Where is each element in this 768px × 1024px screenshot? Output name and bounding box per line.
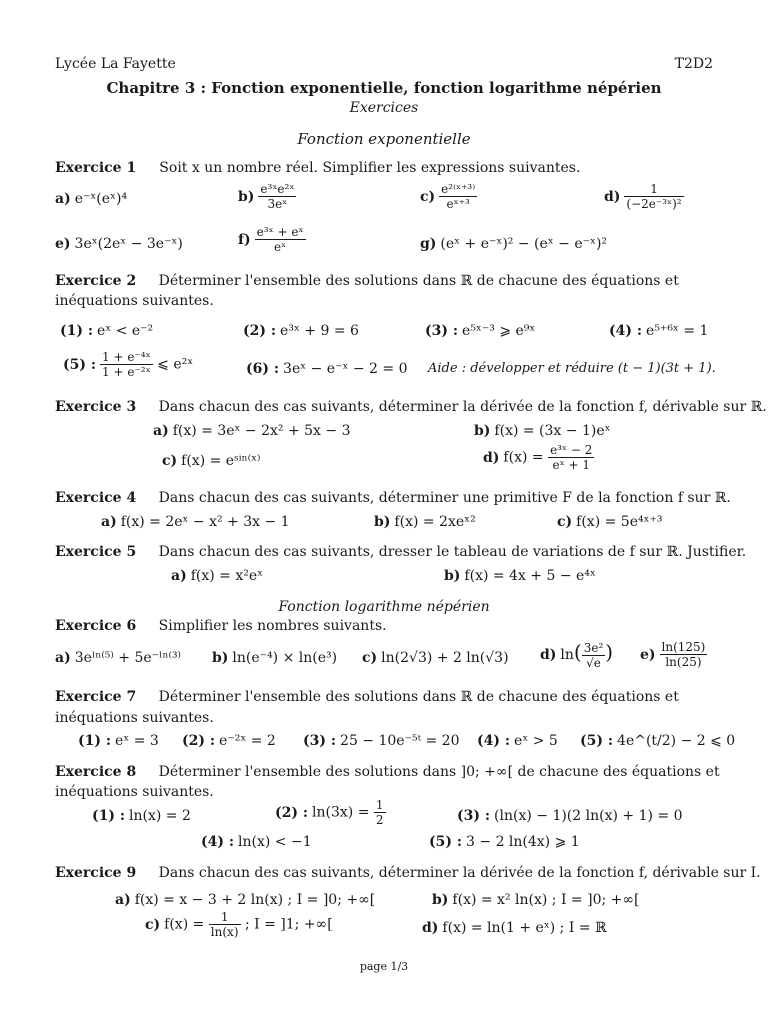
- exercise-statement: Déterminer l'ensemble des solutions dans ]0; +∞[ de chacune des équations et: [158, 764, 720, 780]
- school-name: Lycée La Fayette: [55, 56, 176, 72]
- page-subtitle: Exercices: [349, 100, 419, 116]
- ex6-item-d: d) ln( $\frac{\text{3e²}}{√e}$ ): [540, 640, 614, 670]
- ex6-item-e: e) $\frac{\ln(125)}{\ln(25)}$: [640, 640, 706, 669]
- ex8-item-2: (2) : ln(3x) = $\frac{1}{2}$: [275, 798, 384, 827]
- ex4-item-c: c) f(x) = 5e⁴ˣ⁺³: [557, 514, 663, 530]
- exercise-label: Exercice 5: [55, 544, 137, 560]
- ex1-item-c: c) $\frac{\text{e²⁽ˣ⁺³⁾}}{\text{eˣ⁺³}}$: [420, 182, 476, 211]
- section-logarithm: Fonction logarithme népérien: [278, 599, 490, 615]
- ex1-item-g: g) (eˣ + e⁻ˣ)² − (eˣ − e⁻ˣ)²: [420, 236, 608, 252]
- ex6-item-b: b) ln(e⁻⁴) × ln(e³): [212, 650, 338, 666]
- ex7-item-1: (1) : eˣ = 3: [78, 733, 159, 749]
- ex3-item-a: a) f(x) = 3eˣ − 2x² + 5x − 3: [153, 423, 351, 439]
- ex9-item-a: a) f(x) = x − 3 + 2 ln(x) ; I = ]0; +∞[: [115, 892, 376, 908]
- ex5-item-b: b) f(x) = 4x + 5 − e⁴ˣ: [444, 568, 596, 584]
- ex2-item-3: (3) : e⁵ˣ⁻³ ⩾ e⁹ˣ: [425, 323, 536, 339]
- ex1-item-f: f) $\frac{\text{e³ˣ + eˣ}}{\text{eˣ}}$: [238, 225, 304, 254]
- exercise-label: Exercice 7: [55, 689, 137, 705]
- ex1-item-b: b) $\frac{\text{e³ˣe²ˣ}}{\text{3eˣ}}$: [238, 182, 295, 211]
- ex1-item-d: d) $\frac{1}{\text{(−2e⁻³ˣ)²}}$: [604, 182, 682, 211]
- exercise-3: [55, 399, 767, 415]
- exercise-statement: Soit x un nombre réel. Simplifier les expressions suivantes.: [159, 160, 581, 176]
- ex7-item-5: (5) : 4e^(t/2) − 2 ⩽ 0: [580, 733, 736, 749]
- ex7-item-2: (2) : e⁻²ˣ = 2: [182, 733, 276, 749]
- exercise-statement: Déterminer l'ensemble des solutions dans ℝ de chacune des équations et: [158, 689, 679, 705]
- exercise-label: Exercice 9: [55, 865, 137, 881]
- exercise-8: [55, 764, 720, 780]
- exercise-label: Exercice 3: [55, 399, 137, 415]
- ex9-item-d: d) f(x) = ln(1 + eˣ) ; I = ℝ: [422, 920, 607, 936]
- ex6-item-c: c) ln(2√3) + 2 ln(√3): [362, 650, 509, 666]
- exercise-statement-cont: inéquations suivantes.: [55, 784, 214, 800]
- exercise-2: [55, 273, 715, 289]
- ex9-item-c: c) f(x) = $\frac{1}{\ln(x)}$ ; I = ]1; +∞[: [145, 910, 333, 939]
- exercise-statement: Déterminer l'ensemble des solutions dans ℝ de chacune des équations et: [158, 273, 679, 289]
- ex3-item-c: c) f(x) = eˢⁱⁿ⁽ˣ⁾: [162, 453, 261, 469]
- ex1-item-a: a) e⁻ˣ(eˣ)⁴: [55, 191, 128, 207]
- ex8-item-3: (3) : (ln(x) − 1)(2 ln(x) + 1) = 0: [457, 808, 683, 824]
- ex5-item-a: a) f(x) = x²eˣ: [171, 568, 264, 584]
- ex2-item-6: (6) : 3eˣ − e⁻ˣ − 2 = 0: [246, 361, 408, 377]
- ex6-item-a: a) 3eˡⁿ⁽⁵⁾ + 5e⁻ˡⁿ⁽³⁾: [55, 650, 181, 666]
- exercise-label: Exercice 2: [55, 273, 137, 289]
- ex8-item-4: (4) : ln(x) < −1: [201, 834, 312, 850]
- exercise-label: Exercice 1: [55, 160, 137, 176]
- exercise-statement: Dans chacun des cas suivants, déterminer la dérivée de la fonction f, dérivable sur I.: [158, 865, 761, 881]
- exercise-statement: Dans chacun des cas suivants, dresser le tableau de variations de f sur ℝ. Justifier.: [158, 544, 747, 560]
- ex8-item-1: (1) : ln(x) = 2: [92, 808, 191, 824]
- ex2-item-4: (4) : e⁵⁺⁶ˣ = 1: [609, 323, 709, 339]
- ex3-item-b: b) f(x) = (3x − 1)eˣ: [474, 423, 611, 439]
- ex3-item-d: d) f(x) = $\frac{\text{e³ˣ − 2}}{\text{eˣ + 1}}$: [483, 443, 593, 472]
- ex4-item-a: a) f(x) = 2eˣ − x² + 3x − 1: [101, 514, 290, 530]
- exercise-statement-cont: inéquations suivantes.: [55, 710, 214, 726]
- exercise-1: [55, 157, 580, 176]
- exercise-label: Exercice 8: [55, 764, 137, 780]
- page-number: page 1/3: [359, 960, 409, 973]
- exercise-label: Exercice 4: [55, 490, 137, 506]
- exercise-7: [55, 689, 715, 705]
- ex2-item-2: (2) : e³ˣ + 9 = 6: [243, 323, 359, 339]
- ex8-item-5: (5) : 3 − 2 ln(4x) ⩾ 1: [429, 834, 580, 850]
- exercise-statement-cont: inéquations suivantes.: [55, 293, 214, 309]
- ex7-item-3: (3) : 25 − 10e⁻⁵ᵗ = 20: [303, 733, 460, 749]
- exercise-9: [55, 865, 761, 881]
- exercise-4: [55, 490, 731, 506]
- exercise-statement: Dans chacun des cas suivants, déterminer une primitive F de la fonction f sur ℝ.: [158, 490, 731, 506]
- ex7-item-4: (4) : eˣ > 5: [477, 733, 558, 749]
- class-code: T2D2: [674, 56, 713, 72]
- page-title: Chapitre 3 : Fonction exponentielle, fonction logarithme népérien: [106, 79, 662, 97]
- ex1-item-e: e) 3eˣ(2eˣ − 3e⁻ˣ): [55, 236, 183, 252]
- ex2-item-1: (1) : eˣ < e⁻²: [60, 323, 154, 339]
- ex9-item-b: b) f(x) = x² ln(x) ; I = ]0; +∞[: [432, 892, 640, 908]
- exercise-statement: Simplifier les nombres suivants.: [158, 618, 387, 634]
- exercise-5: [55, 544, 747, 560]
- ex2-item-5: (5) : $\frac{\text{1 + e⁻⁴ˣ}}{\text{1 + e⁻²ˣ}}$ ⩽ e²ˣ: [63, 350, 194, 379]
- exercise-6: [55, 618, 715, 634]
- hint-text: Aide : développer et réduire (t − 1)(3t + 1).: [428, 361, 716, 376]
- exercise-label: Exercice 6: [55, 618, 137, 634]
- exercise-statement: Dans chacun des cas suivants, déterminer la dérivée de la fonction f, dérivable sur ℝ.: [158, 399, 767, 415]
- section-exponential: Fonction exponentielle: [297, 130, 471, 148]
- ex4-item-b: b) f(x) = 2xeˣ²: [374, 514, 476, 530]
